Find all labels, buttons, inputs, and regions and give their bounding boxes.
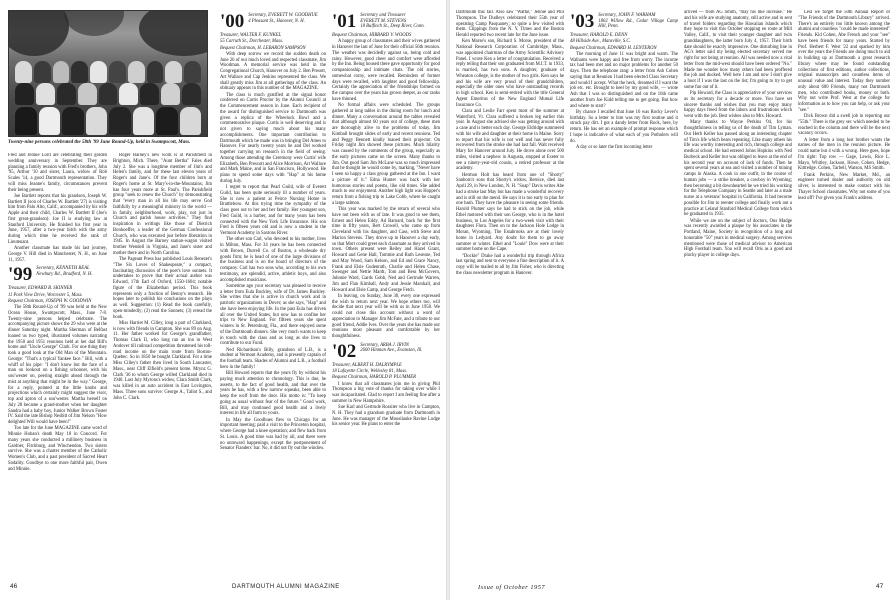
paragraph: Frank Perkins, New Market, Md., an engineer turned dealer and authority on old silver, is interested to make contact with his Thayer School classmates. Why not some of you lead off? I've given you Frank's address. xyxy=(798,172,890,201)
request-chairman: Bequest Chairman, EDWARD H. LENTERON xyxy=(570,45,657,51)
paragraph: Hermon Holt has heard from one of "Shorty" Sanborn's sons that Shorty's widow, Bernice, died last April 29, in New London, N. H. "Soap" Davis writes Abe had a stroke last May but has made a wonderful recovery and is still on the mend. He says it is too early to plan for one bash. They have the pleasure in seeing some friends. Harold Plumer says he had to stick on the job, while Ethel motored with their son George, who is in the hotel business, to Los Angeles for a two-week visit with their daughters Flora. Then on to the Jackson Hole Lodge in Moran, Wyoming. The Estabrooks are at their lovely home in Ledyard. Any doubt for them to go away summer or winter. Ethel and "Louie" Dow were at their summer home on the Cape. xyxy=(456,172,564,253)
paragraph: Fred and Jennie Lord are celebrating their golden wedding anniversary in September. They are planning a family reunion with Fred's brothers, John '95, Arthur '10 and sister, Laura, widow of Rob Scales '14, a good Dartmouth representation. They will miss Jeanne's family, circumstances prevent their being present. xyxy=(8,153,107,193)
class-year: '02 xyxy=(332,340,357,362)
photo-caption: Twenty-nine persons celebrated the 58th '99 June Round-Up, held in Swampscott, Mass. xyxy=(8,140,191,145)
paragraph: Ned Richardson's Billy, grandson of L.B., is a student at Vermont Academy, and is presently captain of the football team. Shades of Alumni and L.B., a football hero in the family! xyxy=(220,347,326,370)
paragraph: Miss Harriet M. Cilley, long a part of Clarkland, is now with friends in Campton. She was 89 on Aug. 11. Her father worked for George's grandfather, Thomas Clark II, who long ran an inn in West Andover till railroad competition threatened his toll-road income on the main route from Boston-Quebec. So in 1850 he bought Clarkland. For a time Miss Cilley's father then lived in South Lancaster, Mass., near Cliff Elfield's present home. Mrynz G. Clark '36 to whom George willed Clarkland died in 1940. Last July Myrons's widow, Clara Smith Clark, was killed in an auto accident in East Lovington, Mass. Three sons survive: George A., Tallot S., and John C. Clark. xyxy=(113,320,212,401)
paragraph: "Dockie" Drake had a wonderful trip through Africa last spring and sent to everyone a fine description of it. A copy will be mailed to all by Jim Fisher, who is directing the class newsletter program in Hanover. xyxy=(456,253,564,276)
paragraph: Sue Karl and Gertrude Rossiter who live in Campton, N. H. They had a grandson graduate from Dartmouth in June. He was manager of the Moosilauke Ravine Lodge his senior year. He plans to enter the xyxy=(332,405,440,428)
class-header-99 xyxy=(8,266,107,284)
paragraph: The other son Carl, who devoted to his mother, lives in Milton, Mass. For 34 years he has been connected with Brown, Durrell Co. of Boston, a wholesale dry goods firm; he is head of one of the large divisions of the business and is on the board of directors of the company. Carl has two sons who, according to his own testimony, are splendid, active, athletic boys, and also accomplished musicians. xyxy=(220,237,326,283)
left-column-2 xyxy=(113,153,212,578)
paragraph: A day or so later the first incoming letter xyxy=(576,144,653,150)
paragraph: In May the Goodhues flew to Chicago for an important meeting; paid a visit to the Princeton hospital, where George had a knee operation; and flew back from St. Louis. A good time was had by all, and there were no untoward happenings, except the postponement of Senator Flanders' bar. No, it did not fly out the window. xyxy=(220,417,326,452)
paragraph: Many thanks to Wayne Perkins '04, for his thoughtfulness in telling us of the death of Tim Lyman. Our Herb Keller has passed along an interesting chapter of Tim's life which bears repeating. Like many others his life was worthy interesting and rich, through college and medical school. He had entered Johns Hopkins with Ned Burbeck and Keller but was obliged to leave at the end of his second year on account of lack of funds. Then he spent several years at sea and visited a number of mining camps in Alaska. A cook in one outfit, in the course of human jobs — a strike breaker, a cowboy in Wyoming; then becoming a bit downhearted he we tried his working for the Telephone Company in Seattle and later as a male nurse at a veterans' hospital in California. It had become possible for Jim to reenter college and finally work out a practice at Leland Stanford Medical College from which he graduated in 1935. xyxy=(684,120,792,218)
reunion-photo xyxy=(8,10,208,137)
secretary: Secretary, JOHN F. WARHAM xyxy=(598,13,656,18)
paragraph: Too late for the June MAGAZINE came word of Minnie Hoban's death May 18 in Concord. For many years she conducted a millinery business in Gardner, Fitchburg, and Winchendon. Two sisters survive. She was a charter member of the Catholic Women's Club, and a past president of Sacred Heart Sodality. Goodbye to one more faithful pair, Owen and Minnie. xyxy=(8,426,107,472)
secretary: Secretary, EVERETT W. GOODHUE xyxy=(248,13,318,18)
right-column-3 xyxy=(684,10,792,578)
paragraph: arrived — from AG Smith, "may his like increase." He and his wife are studying anatomy, still active and in sent of travel folders regarding the Hawaiian Islands which they hope to visit this October stopping en route at Mill Valley, Calif., to visit their younger daughter and twin granddaughters, the latter born July 4, 1957. Their birth date should be exactly impressive. One disturbing line in AG's letter said my being elected secretary served me right for not being at reunion. All was needed now a vital letter from the mid-west should have been ordered "No." Made me wonder how many others had been proffered the job and ducked. Well here I am and now I don't give a hoot if I was the last on the list; I'm going to try to get some fun out of it. xyxy=(684,10,792,90)
paragraph: Another classmate has made his last journey, George V. Hill died in Manchester, N. H., on June 11, 1957. xyxy=(8,246,107,263)
secretary: Secretary and Treasurer xyxy=(360,13,406,18)
treasurer: Treasurer, EDWARD B. SKINNER xyxy=(8,286,73,292)
right-column-4 xyxy=(798,10,890,578)
secretary-address: 2600 Hinman Ave., Evanston, Ill. xyxy=(360,348,423,354)
secretary-address: 4 Pleasant St., Hanover, N. H. xyxy=(248,18,305,24)
paragraph: Joe Bartlett reports that his grandson, Joseph W. Bartlett II (son of Charles W. Bartlett '27) is visiting him from Palo Alto, Calif., accompanied by his wife Apple and their child, Charles W. Bartlett II (Joe's first great-grandson). Joe II is studying law at Stanford University. He finished his first year in June, 1957, after a two-year hitch with the army during which time he received the rank of Lieutenant. xyxy=(8,193,107,245)
request-chairman: Request Chairman, JOSEPH W. GOODWIN xyxy=(8,298,92,304)
paragraph: Bill Howard reports that the years fly by without his paying much attention to chronology. This is due, he asserts, to the fact of good health, and that over the years he has, with a few narrow squeaks, been able to keep the wolf from the door. His motto is: "To keep going as usual without fear of the future." Good work, Bill, and may continued good health and a lively interest in life all farm to yours. xyxy=(220,371,326,417)
magazine-name: DARTMOUTH ALUMNI MAGAZINE xyxy=(232,584,340,590)
paragraph: Dartmouth this fall. Also saw "Wattie," Jennie and Phil Thompson. The Dudleys celebrated their 55th year of operating Camp Pasquaney; so quite a few visited with them. Clippings from the N. Y. Times and the Boston Herald reported two recent late for the June issue. xyxy=(456,10,564,38)
paragraph: With deep sorrow we record the sudden death on June 26 of our much loved and respected classmate, Jim Woodman. A memorial service was held in the Congregational Church, Hanover on July 2. Ben Presott, Art Wallace and Cap Jenkins represented the class. We shall greatly miss Jim at all gatherings of the class. An obituary appears in this number of the MAGAZINE. xyxy=(220,51,326,92)
treasurer-address: 48 Hillside Ave., Mansville, S.C. xyxy=(570,39,631,45)
right-column-1 xyxy=(456,10,564,578)
paragraph: In leaving, on Sunday, June 30, every one expressed the wish to return next year. We hope others too, will decide that next year will be with us in June 1958. We could not close this account without a word of appreciation to Manager Jim McFate, and a tribute to our good friend, Addie Ives. Over the years she has made our reunions most pleasant and comfortable by her thoughtfulness. xyxy=(332,293,440,339)
left-column-3 xyxy=(220,10,326,578)
secretary: Secretary, ARBA J. IRVIN xyxy=(360,342,409,348)
paragraph: The morning of June 11 was bright and warm. The Walhams were happy and free from worry. The income tax had been met and no major problems for another 50 days. Then the telephone rang: a letter from Ash Cohen saying that at Reunion I had been elected Class Secretary and would I accept. What the heck, dreamed if I want the job etc. etc. Brought to heel by my good wife, — wrote Ash that I was so distinguished and on the 16th came another from Joe Kidd telling me to get going. But how and where to start? xyxy=(570,51,678,109)
secretary-name: EVERETT M. STEVENS xyxy=(360,18,407,24)
issue-date: Issue of October 1957 xyxy=(478,584,546,591)
paragraph: This year was marked by the return of several who have not been with us of late. It was good to see them, Ernest and Helen Eddy, Ad Barnard, back for the first time in fifty years, Bert Crowell, who came up from Cleveland with his daughter, and Cass, with Steve and Marion Stevens. They drove up to Hanover a day early, so that Mort could greet each classmate as they arrived in town. Others present were Reiley and Hazel Grant, Howard and Gene Hall, Tommie and Ruth Lesesne, Ted and May Wood, Sam Kelson, and Ed and Grace Nancy, Frank and Elsie Gudenrath, Charlie and Helen Chase, Swenger and Nettie Mardt, Tom and Bess McGovern, Johnnie Ward, Gards Gobb, Ned and Gertrude Warren, Jim and Flan Kimball, Andy and Jessie Marshall, and Howard and Elsie Camp, and George Fetch. xyxy=(332,207,440,293)
paragraph: Lest we forget the 50th Annual Report of "The Friends of the Dartmouth Library" arrived. There's an entirely too little known among the alumni and countless "could be made interested" Friends. Kid Cohen, Abe French and your "see" have been friends for many years. Started by Prof. Herbert F. West '22 and sparked by him over the years the Friends are doing much to aid in building up at Dartmouth a great research library where may be found outstanding collections of first editions, author collections, original manuscripts and countless items of unusual value and interest. Today they number only about 600 Friends, many not Dartmouth men, who contributed books, money or both. Why not write Prof. West at the college for information as to how you can help, or ask your "see." xyxy=(798,10,890,113)
request-chairman: Bequest Chairman, H. LEBARON SAMPSON xyxy=(220,45,306,51)
treasurer: Treasurer, HAROLD E. DENN xyxy=(570,33,628,38)
treasurer: Treasurer, WALTER F. KUNKEL xyxy=(220,33,282,38)
class-header-00 xyxy=(220,13,326,31)
request-chairman: Bequest Chairman, HIBBARD V. WOODS xyxy=(332,33,412,38)
paragraph: Pip Howard, the Class is appreciative of your services as its secretary for a decade or more. You have set sincere thanks and wishes that you may enjoy many happy days freed from the labors and frustrations which went with the job. Best wishes also to Mrs. Howard. xyxy=(684,91,792,119)
class-year: '00 xyxy=(220,11,245,32)
treasurer: Treasurer, ALBERT H. DALRYMPLE xyxy=(332,362,402,368)
paragraph: A letter from a long lost brother wants the names of the men in the reunion picture. He could name but 4 with a wrong. Here goes, hope I'm right: Top row — Gage, Lewis, Rice L. Mayo, Whitley, Jackson, Howe, Cohen, Hedge, Kittredge. Cohen, Tarbell, Watson, MS Smith. xyxy=(798,137,890,172)
paragraph: By chance I recalled that June 16 was Rocky Lever's birthday. So a letter to him was my first routine and it struck pay dirt. I got a dandy letter from Rock, here, by return. He has set an example of prompt response which I hope is indicative of what each of you Potholers will do. xyxy=(570,109,678,144)
request-chairman: Bequest Chairman, HAROLD P. PLUMMER xyxy=(332,375,417,381)
paragraph: Roger Barney's new work is at Parishfield in Brighton, Mich. There, "Aunt Bertha" Fales died July 2. She was a longtime member of Jim's and Helen's family, and for these last eleven years of Roger's and Jane's. Of the four children born at Roger's home at St. Mary's-in-the-Mountains; Jim has four years more at St. Paul's. The Parishfield group "seek to renew the Church" by demonstrating that "every man in all his life may serve God faithfully by a meaningful ministry in the world — in family, neighborhood, work, play, not just in Church and parish house activities." They find inspiration in writings like those of Dietrich Bonhoeffer, a leader of the German Confessional Church, who was executed just before liberation in 1945. In August the Barney station-wagon visited brother Wendell in Virginia, and Jane's sister and mother there and in North Carolina. xyxy=(113,153,212,256)
secretary-address: Newbury Rd., Bradford, N. H. xyxy=(36,271,93,277)
treasurer-address: 18 Lafayette Circle, Wellesley 81, Mass. xyxy=(332,369,408,374)
paragraph: I regret to report that Pearl Guild, wife of Everett Guild, has been quite seriously ill a number of years. She is now a patient at Peirce Nursing Home in Brattleboro. At this trying time the sympathy of the class goes out to her and her family. Her youngest son, Fred Guild, is a barber, and for many years has been connected with the New York Life Insurance. His son Fred is fifteen years old and is now a student in the Vermont Academy in Saxtons River. xyxy=(220,185,326,236)
paragraph: Dick Brown did a swell job in reporting our "55th." There is the grey sec which needed to be reached in the column and there will be the next vacancy occurs. xyxy=(798,114,890,137)
class-header-02 xyxy=(332,340,440,362)
paragraph: Ken Morse's son, Richard S. Morse, president of the National Research Corporation of Cambridge, Mass., was appointed chairman of the Army Scientific Advisory Panel. I wrote Ken a letter of congratulation. Received a reply telling that their son graduated from M.I.T. in 1933, is married, has two sons. A daughter, graduate of Wheaton college, is the mother of two girls. Ken says he and his wife are very proud of their grandchildren, especially the older ones who have outstanding records in high school. Ken is semi-retired with the title General Agent Emeritus of the New England Mutual Life Insurance Co. xyxy=(456,39,564,108)
page-number-right: 47 xyxy=(876,583,884,590)
treasurer-address: 11 Park View Drive, Worcester 5, Mass. xyxy=(8,292,83,298)
left-column-1 xyxy=(8,153,107,578)
paragraph: Sometime ago your secretary was pleased to receive a letter from Eula Buckley, wife of Dr. James Buckley. She writes that she is active in church work and in patriotic organizations in Dover; as she says, "Hap" and she have been enjoying life. In the past Eula has driven all over the United States, but now has to confine her trips to New England. For fifteen years she spent winters in St. Petersburg, Fla., and there enjoyed some of the Dartmouth dinners. She very much wants to keep in touch with the class and as long as she lives to contribute to our Fund. xyxy=(220,283,326,347)
class-year: '01 xyxy=(332,11,357,32)
secretary: Secretary, KENNETH BEAL xyxy=(36,266,90,272)
secretary-address: 1802 Willow Rd., Cedar Village Camp Hill, Penn. xyxy=(598,18,678,30)
right-column-2 xyxy=(570,10,678,578)
class-header-01 xyxy=(332,13,440,31)
class-header-03 xyxy=(570,13,678,31)
paragraph: The 58th Round-Up of '99 was held at the New Ocean House, Swampscott, Mass., June 7-8. Twenty-nine persons helped celebrate. The accompanying picture shows the 29 who were at the dinner Saturday night. Martha Sherman of Belfast loaned us two typed, illustrated volumes narrating the 1950 and 1951 reunions held at her dad Bill's home and "Uncle George" Clark. For one thing they took a good look at the Old Man of the Mountain. George: "That's a typical Yankee face." Bill, with a whiff of his pipe: "I don't know but the face of a man on lookout on a fishing schooner, with his sou'wester on, peering straight ahead through the mist at anything that might be in the way." George, for a reply, pointed at the little knobs and projections which certainly might suggest the visor, top and apron of a sou'wester. Martha herself on July 28 became a grand-mother when her daughter Sandra had a baby boy, Junior Walker Brown Foster IV. Said the late Bishop Nesbitt of Jim Nelson "How delighted Will would have been!" xyxy=(8,305,107,425)
treasurer-address: 55 Carruth St., Dorchester, Mass. xyxy=(220,39,284,45)
paragraph: The Pageant Press has published Louis Benezet's "The Six Loves of Shakespeare," a compact, fascinating discussion of the poet's love sonnets. It undertakes to prove that their actual author was Edward, 17th Earl of Oxford, 1550-1604; notable figure of the Elizabethan period. This book represents only a fraction of Benny's research. He hopes later to publish his conclusions on the plays as well. Suggestion: (1) Read the book carefully, open-mindedly; (2) read the Sonnets; (3) reread the book. xyxy=(113,257,212,320)
paragraph: Clara and Leslie Farr spent most of the summer at Waterford, Vt. Clara suffered a broken leg earlier this year. In August she advised she was getting around with a cane and is better each day. George Eldridge summered with his wife and daughter at their home in Maine. Sorry to report that his wife is not well and has never fully recovered from the stroke she had last fall. Walt received Mary for Hanover around July. He drove alone over 500 miles, visited a nephew in Augusta, stopped at Exeter to see a ninety-year-old cousin, a retired professor at the academy. xyxy=(456,108,564,172)
secretary-address: 18 Bulfinch St., Deep River, Conn. xyxy=(360,24,425,30)
paragraph: While we are on the subject of doctors, Ons Madge was recently awarded a plaque by his associates in the Portland, Maine, Society in recognition of a long and honorable "50" years in medical surgery. Among services mentioned were those of medical advisor to American High Football team. You will recall Otis as a good and plucky player in college days. xyxy=(684,218,792,258)
paragraph: A happy group of classmates and their wives gathered in Hanover the last of June for their official 56th reunion. The weather was decidedly against us, being cold and rainy. However, good cheer and comfort were afforded by the Inn. Being housed there gave opportunity for good companionship and intimate chats. The old stories, somewhat corny, were recalled. Reminders of former days were recalled, with laughter and good fellowship. Certainly the appreciation of the friendships formed on the campus over the years has grown deeper, as our ranks have thinned. xyxy=(332,39,440,102)
paragraph: No formal affairs were scheduled. The groups gathered at long tables in the dining room for lunch and dinner. Many a conversation around the tables revealed that although almost 60 years out of college, these men are thoroughly alive to the problems of today. Jim Kimball brought slides of early and recent reunions. Ted and Peggy Bennett kindly loaned their projector. On Friday night Jim showed these pictures. Much hilarity was caused by the comments of the group, especially as the early pictures came on the screen. Many thanks to Jim. Out good Sam Jim McLane was so much impressed that he thought he would come by, marking, "Never have I seen so happy a class group gathered at the Inn. I want a picture of it." Edna Hunter was back with her humorous stories and poems, like old times. She added much to our enjoyment. Another high light was Hopper's return from a fishing trip to Lake Cobb, where he caught a large salmon. xyxy=(332,103,440,206)
class-year: '03 xyxy=(570,11,595,32)
left-column-4 xyxy=(332,10,440,578)
paragraph: I know that all classmates join me in giving Phil Thompson a big vote of thanks for taking over while I was incapacitated. Glad to report I am feeling fine after a summer in New Hampshire. xyxy=(332,381,440,404)
right-page xyxy=(448,0,896,600)
paragraph: The class is much gratified at the signal honor conferred on Curtis Proctor by the Alumni Council at the Commencement season in June. Each recipient of the award for distinguished service to Dartmouth was given a replica of the Wheelock Bowl and a commemorative plaque. Curtis is well deserving and is not given to saying much about his many accomplishments. One important contribution to Dartmouth which he made was in bringing Del Ames to Hanover. For nearly twenty years he and Del worked together carrying on research in the field of seeing. Among those attending the Ceremony were Curtis' wife Elizabeth, Ben Prescott and Alice Morrison, Art Wallace and Mark Maine, and in San Francisco, Hollywood. He plans to spend some days with "Hap" at his home during July. xyxy=(220,92,326,184)
page-number-left: 46 xyxy=(10,583,18,590)
class-year: '99 xyxy=(8,264,33,286)
